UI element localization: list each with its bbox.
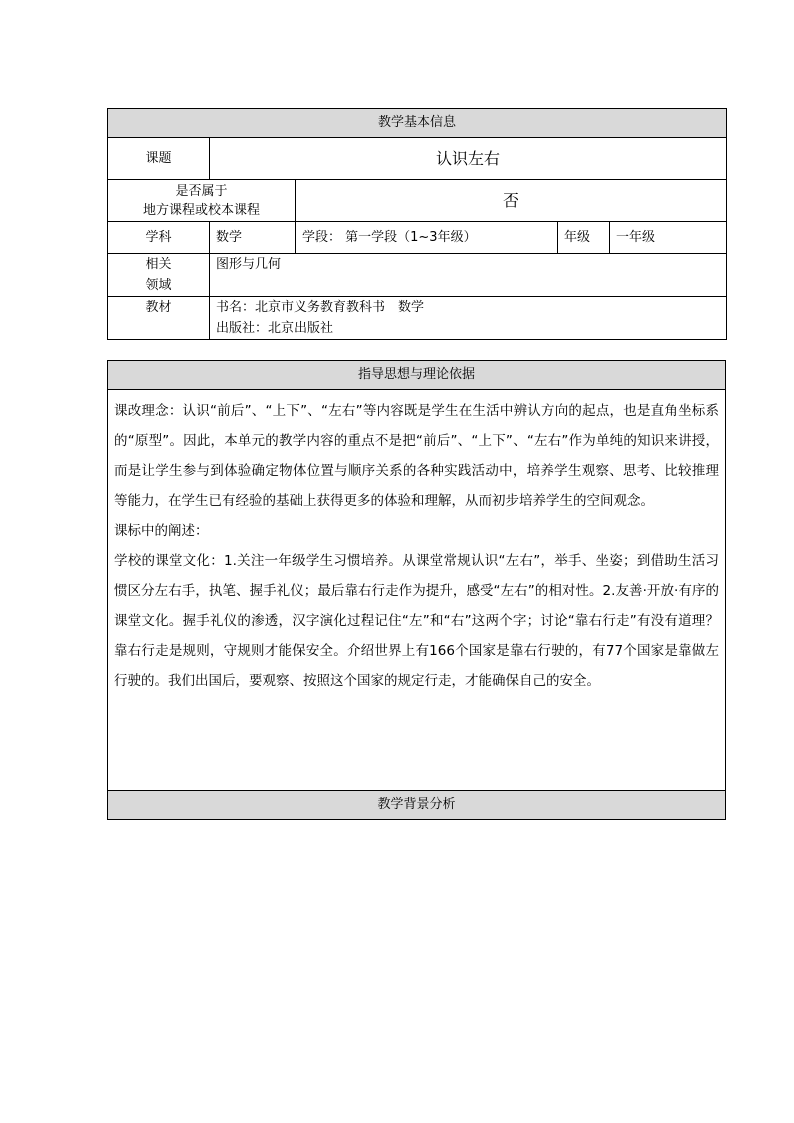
basic-info-table	[107, 108, 727, 340]
field-label-line1: 相关	[145, 257, 172, 272]
guidance-paragraph-concept: 课改理念：认识“前后”、“上下”、“左右”等内容既是学生在生活中辨认方向的起点，也是直角坐标系的“原型”。因此，本单元的教学内容的重点不是把“前后”、“上下”、“左右”作为单纯的知识来讲授，而是让学生参与到体验确定物体位置与顺序关系的各种实践活动中，培养学生观察、思考、比较推理等能力，在学生已有经验的基础上获得更多的体验和理解，从而初步培养学生的空间观念。	[114, 403, 719, 509]
subject-label: 学科	[108, 222, 210, 254]
textbook-publisher: 出版社：北京出版社	[216, 321, 334, 336]
field-value: 图形与几何	[210, 254, 727, 297]
local-course-value: 否	[296, 180, 727, 222]
local-course-label	[108, 180, 296, 222]
background-header: 教学背景分析	[108, 791, 726, 820]
field-label-line2: 领域	[145, 278, 172, 293]
guidance-paragraph-standard: 课标中的阐述：	[114, 523, 209, 539]
textbook-value	[210, 297, 727, 340]
local-course-label-line2: 地方课程或校本课程	[142, 202, 260, 218]
guidance-header: 指导思想与理论依据	[108, 361, 726, 390]
textbook-title: 书名：北京市义务教育教科书 数学	[216, 300, 425, 315]
subject-value: 数学	[210, 222, 296, 254]
grade-value: 一年级	[610, 222, 727, 254]
textbook-label: 教材	[108, 297, 210, 340]
topic-label: 课题	[108, 138, 210, 180]
grade-label: 年级	[558, 222, 610, 254]
basic-info-header: 教学基本信息	[108, 109, 727, 138]
guidance-table	[107, 360, 726, 820]
guidance-body	[108, 390, 726, 791]
local-course-label-line1: 是否属于	[175, 183, 228, 199]
stage-value: 学段： 第一学段（1~3年级）	[296, 222, 558, 254]
topic-value: 认识左右	[210, 138, 727, 180]
field-label	[108, 254, 210, 297]
guidance-paragraph-culture: 学校的课堂文化：1.关注一年级学生习惯培养。从课堂常规认识“左右”，举手、坐姿；到借助生活习惯区分左右手，执笔、握手礼仪；最后靠右行走作为提升，感受“左右”的相对性。2.友善·开放·有序的课堂文化。握手礼仪的渗透，汉字演化过程记住“左”和“右”这两个字；讨论“靠右行走”有没有道理？靠右行走是规则，守规则才能保安全。介绍世界上有166个国家是靠右行驶的，有77个国家是靠做左行驶的。我们出国后，要观察、按照这个国家的规定行走，才能确保自己的安全。	[114, 553, 719, 689]
